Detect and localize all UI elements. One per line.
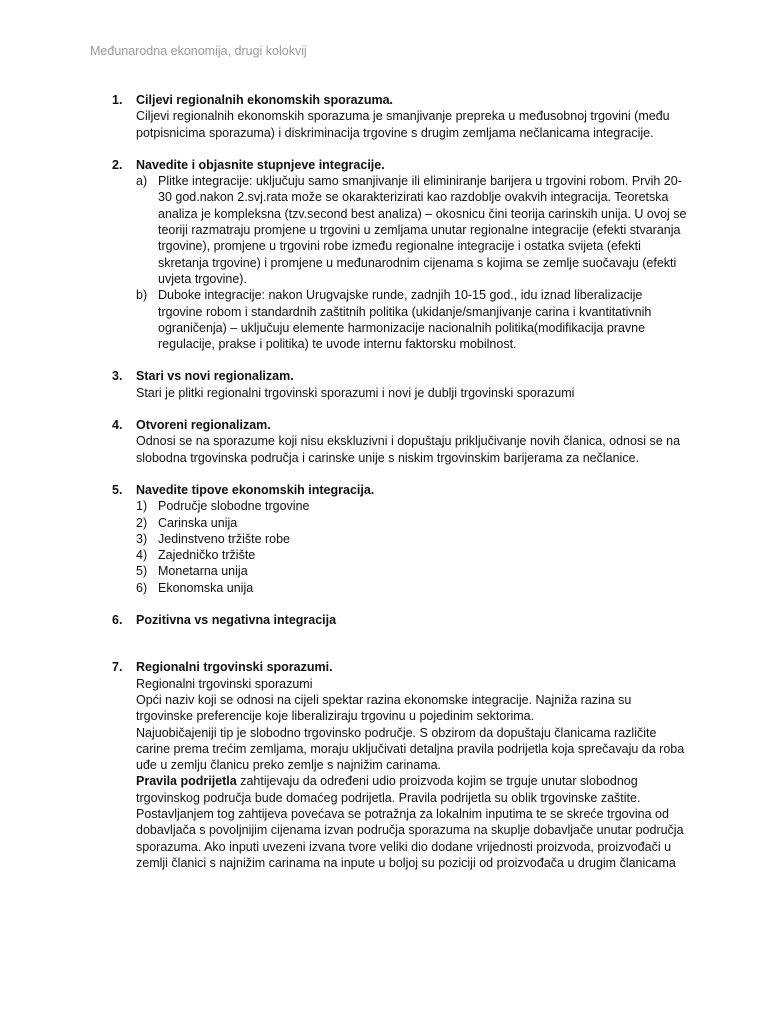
document-body — [112, 92, 690, 887]
question-title: Ciljevi regionalnih ekonomskih sporazuma. — [136, 93, 394, 107]
sub-item-label: a) — [136, 174, 148, 189]
question-title: Stari vs novi regionalizam. — [136, 369, 294, 384]
list-item-text: Zajedničko tržište — [158, 548, 256, 563]
question-number: 4. — [112, 418, 123, 433]
question-title: Navedite i objasnite stupnjeve integracije. — [136, 157, 385, 172]
question-2 — [112, 157, 690, 353]
list-item — [136, 563, 690, 579]
question-6 — [112, 612, 690, 628]
list-item — [136, 580, 690, 596]
answer-text: Odnosi se na sporazume koji nisu ekskluzivni i dopuštaju priključivanje novih članica, odnosi se na slobodna trgovinska područja i carinske unije s niskim trgovinskim barijerama za nečlanice. — [136, 434, 681, 465]
list-item-text: Područje slobodne trgovine — [158, 499, 310, 514]
list-item-label: 2) — [136, 515, 148, 530]
answer-paragraph: Opći naziv koji se odnosi na cijeli spektar razina ekonomske integracije. Najniža razina su trgovinske preferencije koje liberaliziraju trgovinu u pojedinim sektorima. — [136, 692, 632, 724]
question-7 — [112, 659, 690, 871]
question-number: 5. — [112, 482, 123, 497]
question-number: 2. — [112, 157, 123, 172]
list-item-text: Monetarna unija — [158, 564, 248, 579]
sub-item-label: b) — [136, 288, 148, 303]
question-5 — [112, 482, 690, 596]
sub-item-a — [136, 173, 690, 287]
sub-item-text: Plitke integracije: uključuju samo smanjivanje ili eliminiranje barijera u trgovini robom. Prvih 20-30 god.nakon 2.svj.rata može se okarakterizirati kao razdoblje ovakvih integracija. Teoretska analiza je kompleksna (tzv.second best analiza) – okosnicu čini teorija carinskih unija. U ovoj se teoriji razmatraju promjene u trgovini u zemljama unutar regionalne integracije (efekti stvaranja trgovine), promjene u trgovini robe između regionalne integracije i ostatka svijeta (efekti skretanja trgovine) i promjene u međunarodnim cijenama s kojima se zemlje suočavaju (efekti uvjeta trgovine). — [158, 174, 687, 286]
document-header: Međunarodna ekonomija, drugi kolokvij — [90, 44, 307, 58]
list-item — [136, 531, 690, 547]
list-item-label: 5) — [136, 564, 148, 579]
list-item — [136, 515, 690, 531]
list-item-label: 3) — [136, 531, 148, 546]
list-item-text: Carinska unija — [158, 515, 238, 530]
question-title: Regionalni trgovinski sporazumi. — [136, 660, 333, 675]
list-item — [136, 547, 690, 563]
answer-text: Ciljevi regionalnih ekonomskih sporazuma je smanjivanje prepreka u međusobnoj trgovini (među potpisnicima sporazuma) i diskriminacija trgovine s drugim zemljama nečlanicama integracije. — [136, 109, 670, 140]
bold-term: Pravila podrijetla — [136, 774, 237, 789]
question-number: 3. — [112, 369, 123, 384]
paragraph-text: zahtijevaju da određeni udio proizvoda kojim se trguje unutar slobodnog trgovinskog područja bude domaćeg podrijetla. Pravila podrijetla su oblik trgovinske zaštite. Postavljanjem tog zahtijeva povećava se potražnja za lokalnim inputima te se skreće trgovina od dobavljača s povoljnijim cijenama izvan područja sporazuma na skuplje dobavljače unutar područja sporazuma. Ako inputi uvezeni izvana tvore veliki dio dodane vrijednosti proizvoda, proizvođači u zemlji članici s najnižim carinama na inpute u boljoj su poziciji od proizvođača u drugim članicama — [136, 774, 684, 870]
list-item-label: 4) — [136, 548, 148, 563]
question-number: 1. — [112, 93, 123, 107]
answer-paragraph — [136, 773, 690, 871]
question-number: 6. — [112, 613, 123, 628]
answer-text: Stari je plitki regionalni trgovinski sporazumi i novi je dublji trgovinski sporazumi — [136, 385, 575, 400]
list-item — [136, 498, 690, 514]
question-title: Pozitivna vs negativna integracija — [136, 613, 337, 628]
list-item-label: 1) — [136, 499, 148, 514]
list-item-text: Jedinstveno tržište robe — [158, 531, 291, 546]
answer-paragraph: Regionalni trgovinski sporazumi — [136, 676, 313, 691]
question-1 — [112, 92, 690, 141]
question-3 — [112, 368, 690, 401]
answer-paragraph: Najuobičajeniji tip je slobodno trgovinsko područje. S obzirom da dopuštaju članicama različite carine prema trećim zemljama, moraju uključivati detaljna pravila podrijetla koja sprečavaju da roba uđe u zemlju članicu preko zemlje s najnižim carinama. — [136, 725, 685, 773]
question-number: 7. — [112, 660, 123, 675]
question-4 — [112, 417, 690, 466]
question-title: Navedite tipove ekonomskih integracija. — [136, 482, 375, 497]
sub-item-text: Duboke integracije: nakon Urugvajske runde, zadnjih 10-15 god., idu iznad liberalizacije trgovine robom i standardnih zaštitnih politika (ukidanje/smanjivanje carina i kvantitativnih ograničenja) – uključuju elemente harmonizacije nacionalnih politika(modifikacija pravne regulacije, prakse i politika) te uvode internu faktorsku mobilnost. — [158, 288, 652, 352]
list-item-text: Ekonomska unija — [158, 580, 254, 595]
question-title: Otvoreni regionalizam. — [136, 418, 271, 433]
list-item-label: 6) — [136, 580, 148, 595]
sub-item-b — [136, 287, 690, 352]
